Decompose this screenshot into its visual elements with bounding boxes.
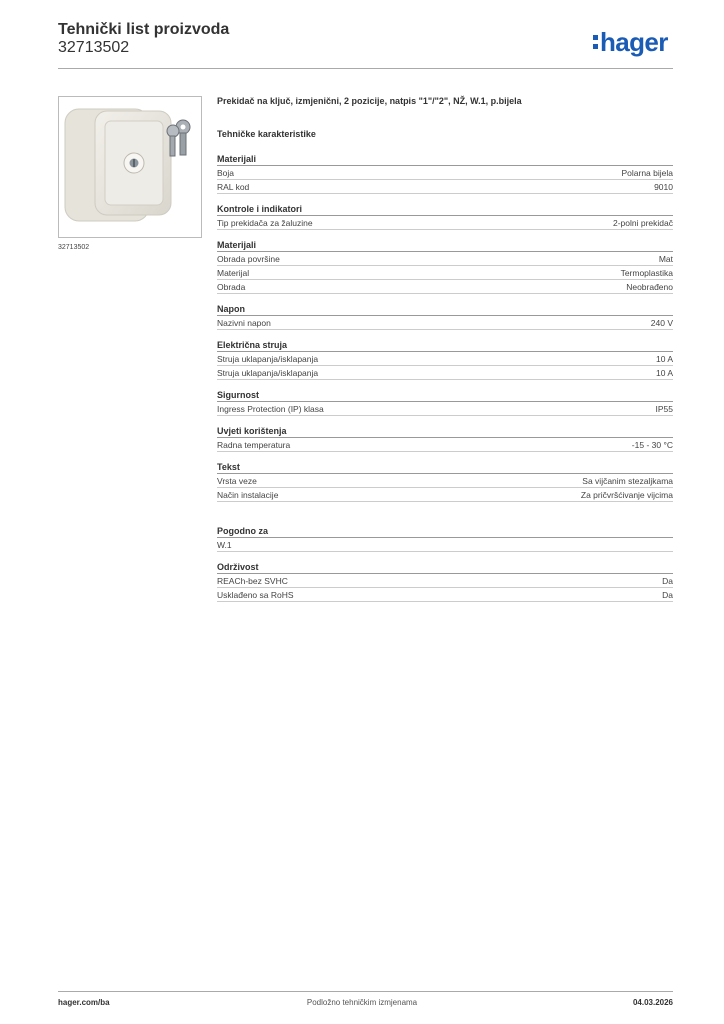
spec-section (217, 339, 673, 380)
spec-label: Obrada površine (217, 254, 280, 264)
section-title: Uvjeti korištenja (217, 425, 673, 438)
footer-website-link[interactable]: hager.com/ba (58, 998, 110, 1007)
spec-row (217, 574, 673, 588)
spec-section (217, 203, 673, 230)
spec-row (217, 166, 673, 180)
spec-value: 10 A (655, 354, 673, 364)
tech-heading: Tehničke karakteristike (217, 129, 316, 139)
spec-label: Obrada (217, 282, 246, 292)
spec-section (217, 239, 673, 294)
spec-label: Usklađeno sa RoHS (217, 590, 294, 600)
spec-section (217, 153, 673, 194)
spec-label: Vrsta veze (217, 476, 257, 486)
spec-value: -15 - 30 °C (631, 440, 673, 450)
spec-section (217, 461, 673, 502)
section-title: Napon (217, 303, 673, 316)
footer-date: 04.03.2026 (632, 998, 673, 1007)
page-title: Tehnički list proizvoda (58, 21, 230, 38)
spec-value: Termoplastika (620, 268, 673, 278)
spec-label: REACh-bez SVHC (217, 576, 288, 586)
section-title: Tekst (217, 461, 673, 474)
spec-value: Sa vijčanim stezaljkama (582, 476, 673, 486)
spec-row (217, 266, 673, 280)
spec-label: W.1 (217, 540, 232, 550)
spec-label: Boja (217, 168, 235, 178)
spec-row (217, 488, 673, 502)
spec-label: Radna temperatura (217, 440, 291, 450)
logo-colon-icon (593, 33, 598, 51)
spec-value: Mat (658, 254, 673, 264)
spec-value: Neobrađeno (626, 282, 673, 292)
image-caption: 32713502 (58, 244, 90, 251)
spec-label: Način instalacije (217, 490, 279, 500)
spec-label: RAL kod (217, 182, 250, 192)
section-title: Materijali (217, 153, 673, 166)
spec-sections (217, 153, 673, 602)
spec-row (217, 588, 673, 602)
spec-value: 2-polni prekidač (612, 218, 673, 228)
spec-label: Struja uklapanja/isklapanja (217, 368, 319, 378)
spec-row (217, 216, 673, 230)
spec-section (217, 561, 673, 602)
section-spacer (217, 511, 673, 525)
spec-section (217, 425, 673, 452)
spec-label: Struja uklapanja/isklapanja (217, 354, 319, 364)
section-title: Pogodno za (217, 525, 673, 538)
spec-row (217, 352, 673, 366)
spec-row (217, 474, 673, 488)
section-title: Kontrole i indikatori (217, 203, 673, 216)
spec-value: IP55 (655, 404, 673, 414)
spec-value: 9010 (654, 182, 673, 192)
spec-row (217, 438, 673, 452)
section-title: Električna struja (217, 339, 673, 352)
product-description: Prekidač na ključ, izmjenični, 2 pozicije, natpis "1"/"2", NŽ, W.1, p.bijela (217, 96, 522, 106)
section-title: Materijali (217, 239, 673, 252)
footer-note: Podložno tehničkim izmjenama (306, 998, 418, 1007)
spec-section (217, 303, 673, 330)
spec-row (217, 252, 673, 266)
spec-row (217, 538, 673, 552)
spec-section (217, 389, 673, 416)
spec-row (217, 180, 673, 194)
logo-text: hager (600, 27, 668, 57)
header-divider (58, 68, 673, 69)
spec-label: Tip prekidača za žaluzine (217, 218, 313, 228)
spec-value: 240 V (650, 318, 673, 328)
spec-value: Da (662, 576, 673, 586)
spec-value: 10 A (655, 368, 673, 378)
specifications (217, 95, 673, 611)
spec-value: Za pričvršćivanje vijcima (580, 490, 673, 500)
spec-label: Nazivni napon (217, 318, 271, 328)
spec-value: Polarna bijela (621, 168, 673, 178)
spec-row (217, 402, 673, 416)
key-switch-illustration (59, 97, 201, 237)
spec-row (217, 366, 673, 380)
hager-logo[interactable] (593, 27, 668, 57)
section-title: Održivost (217, 561, 673, 574)
spec-section (217, 525, 673, 552)
product-code: 32713502 (58, 39, 130, 56)
spec-label: Materijal (217, 268, 250, 278)
spec-row (217, 280, 673, 294)
spec-value: Da (662, 590, 673, 600)
spec-label: Ingress Protection (IP) klasa (217, 404, 324, 414)
product-image (58, 96, 202, 238)
section-title: Sigurnost (217, 389, 673, 402)
footer-divider (58, 991, 673, 992)
spec-row (217, 316, 673, 330)
